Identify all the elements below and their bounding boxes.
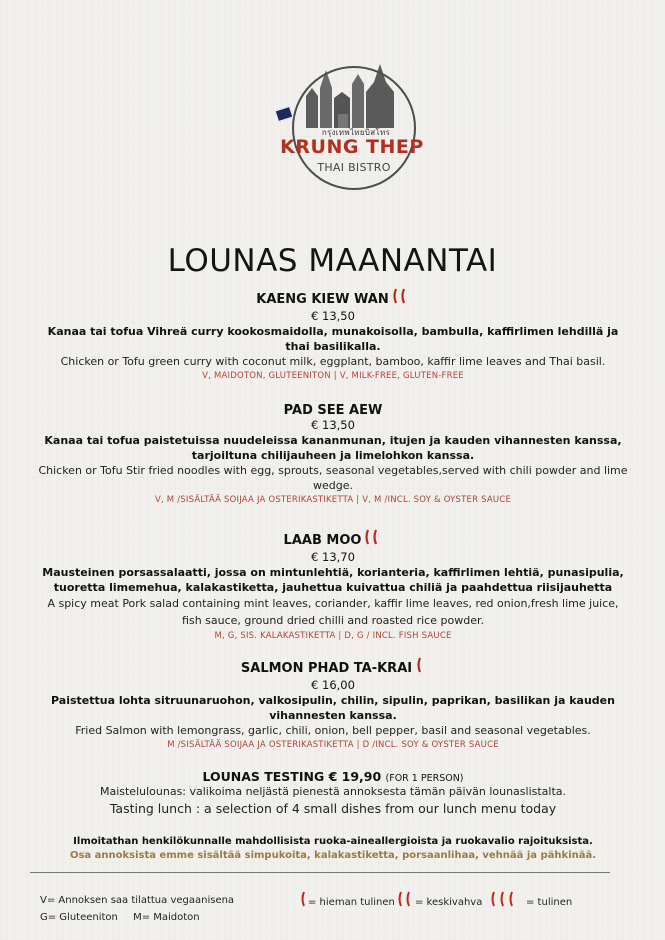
flag-icon <box>275 106 294 122</box>
item-name-row <box>38 656 628 678</box>
item-description-en: A spicy meat Pork salad containing mint leaves, coriander, kaffir lime leaves, red onion,fresh lime juice, fish sauce, ground dried chilli and roasted rice powder. <box>47 597 619 627</box>
legend-vegan: V= Annoksen saa tilattua vegaanisena <box>40 895 235 906</box>
chili-spice-2-icon <box>364 528 382 550</box>
menu-title: LOUNAS MAANANTAI <box>167 242 498 279</box>
chili-1-icon <box>300 891 308 910</box>
legend-mild <box>300 891 395 910</box>
item-name-row <box>38 287 628 309</box>
legend-hot <box>490 891 572 910</box>
legend-medium-label: = keskivahva <box>415 897 483 908</box>
item-price: € 16,00 <box>311 678 355 692</box>
item-tags: M, G, SIS. KALAKASTIKETTA | D, G / INCL. FISH SAUCE <box>214 631 452 641</box>
chili-spice-1-icon <box>415 656 425 678</box>
testing-description-fi: Maistelulounas: valikoima neljästä pienestä annoksesta tämän päivän lounaslistalta. <box>99 785 567 798</box>
item-tags: M /SISÄLTÄÄ SOIJAA JA OSTERIKASTIKETTA | D /INCL. SOY & OYSTER SAUCE <box>167 740 499 750</box>
legend-medium <box>397 891 482 910</box>
item-name: SALMON PHAD TA-KRAI <box>240 661 413 676</box>
menu-item <box>38 528 628 644</box>
item-description-en: Chicken or Tofu green curry with coconut milk, eggplant, bamboo, kaffir lime leaves and Thai basil. <box>60 355 606 368</box>
testing-description-en: Tasting lunch : a selection of 4 small dishes from our lunch menu today <box>109 801 557 816</box>
item-price: € 13,50 <box>311 309 355 323</box>
menu-item <box>38 403 628 508</box>
notices <box>38 835 628 863</box>
brand-thai-script: กรุงเทพไทยบิสโทร <box>321 128 391 137</box>
legend-dietary <box>40 912 200 923</box>
lunch-testing-section <box>38 769 628 818</box>
testing-heading <box>38 769 628 784</box>
item-tags: V, MAIDOTON, GLUTEENITON | V, MILK-FREE, GLUTEN-FREE <box>202 371 464 381</box>
item-description-en: Fried Salmon with lemongrass, garlic, chili, onion, bell pepper, basil and seasonal vegetables. <box>75 724 591 737</box>
menu-item <box>38 287 628 384</box>
brand-subtitle: THAI BISTRO <box>317 161 391 174</box>
chili-3-icon <box>490 891 520 910</box>
brand-name: KRUNG THEP <box>280 136 424 158</box>
chili-2-icon <box>397 891 415 910</box>
item-name: KAENG KIEW WAN <box>256 292 389 307</box>
item-name-row <box>38 528 628 550</box>
legend-milk: M= Maidoton <box>133 912 200 923</box>
menu-item <box>38 656 628 753</box>
testing-note: (FOR 1 PERSON) <box>385 773 464 784</box>
item-price: € 13,50 <box>311 418 355 432</box>
item-tags: V, M /SISÄLTÄÄ SOIJAA JA OSTERIKASTIKETTA | V, M /INCL. SOY & OYSTER SAUCE <box>154 495 512 505</box>
item-price: € 13,70 <box>311 550 355 564</box>
item-name: LAAB MOO <box>283 533 362 548</box>
item-description-fi: Paistettua lohta sitruunaruohon, valkosipulin, chilin, sipulin, paprikan, basilikan ja kauden vihannesten kanssa. <box>51 694 615 722</box>
testing-price: € 19,90 <box>328 769 382 784</box>
item-name: PAD SEE AEW <box>283 403 383 418</box>
item-description-en: Chicken or Tofu Stir fried noodles with egg, sprouts, seasonal vegetables,served with chili powder and lime wedge. <box>38 464 628 492</box>
item-description-fi: Mausteinen porsassalaatti, jossa on mintunlehtiä, korianteria, kaffirlimen lehtiä, punasipulia, tuoretta limemehua, kalakastiketta, jauhettua kuivattua chiliä ja paahdettua riisijauhetta <box>42 566 624 594</box>
brand-logo <box>262 58 424 203</box>
legend-hot-label: = tulinen <box>526 897 573 908</box>
divider <box>30 872 610 873</box>
chili-spice-2-icon <box>392 287 410 309</box>
allergy-notice: Ilmoitathan henkilökunnalle mahdollisista ruoka-aineallergioista ja ruokavalio rajoituksista. <box>73 836 593 847</box>
item-description-fi: Kanaa tai tofua Vihreä curry kookosmaidolla, munakoisolla, bambulla, kaffirlimen lehdillä ja thai basilikalla. <box>47 325 619 353</box>
ingredients-notice: Osa annoksista emme sisältää simpukoita, kalakastiketta, porsaanlihaa, vehnää ja pähkinää. <box>69 850 597 861</box>
item-description-fi: Kanaa tai tofua paistetuissa nuudeleissa kananmunan, itujen ja kauden vihannesten kanssa, tarjoiltuna chilijauheen ja limelohkon kanssa. <box>44 434 622 462</box>
legend-mild-label: = hieman tulinen <box>308 897 395 908</box>
legend-gluten: G= Gluteeniton <box>40 912 118 923</box>
testing-title: LOUNAS TESTING <box>202 769 325 784</box>
